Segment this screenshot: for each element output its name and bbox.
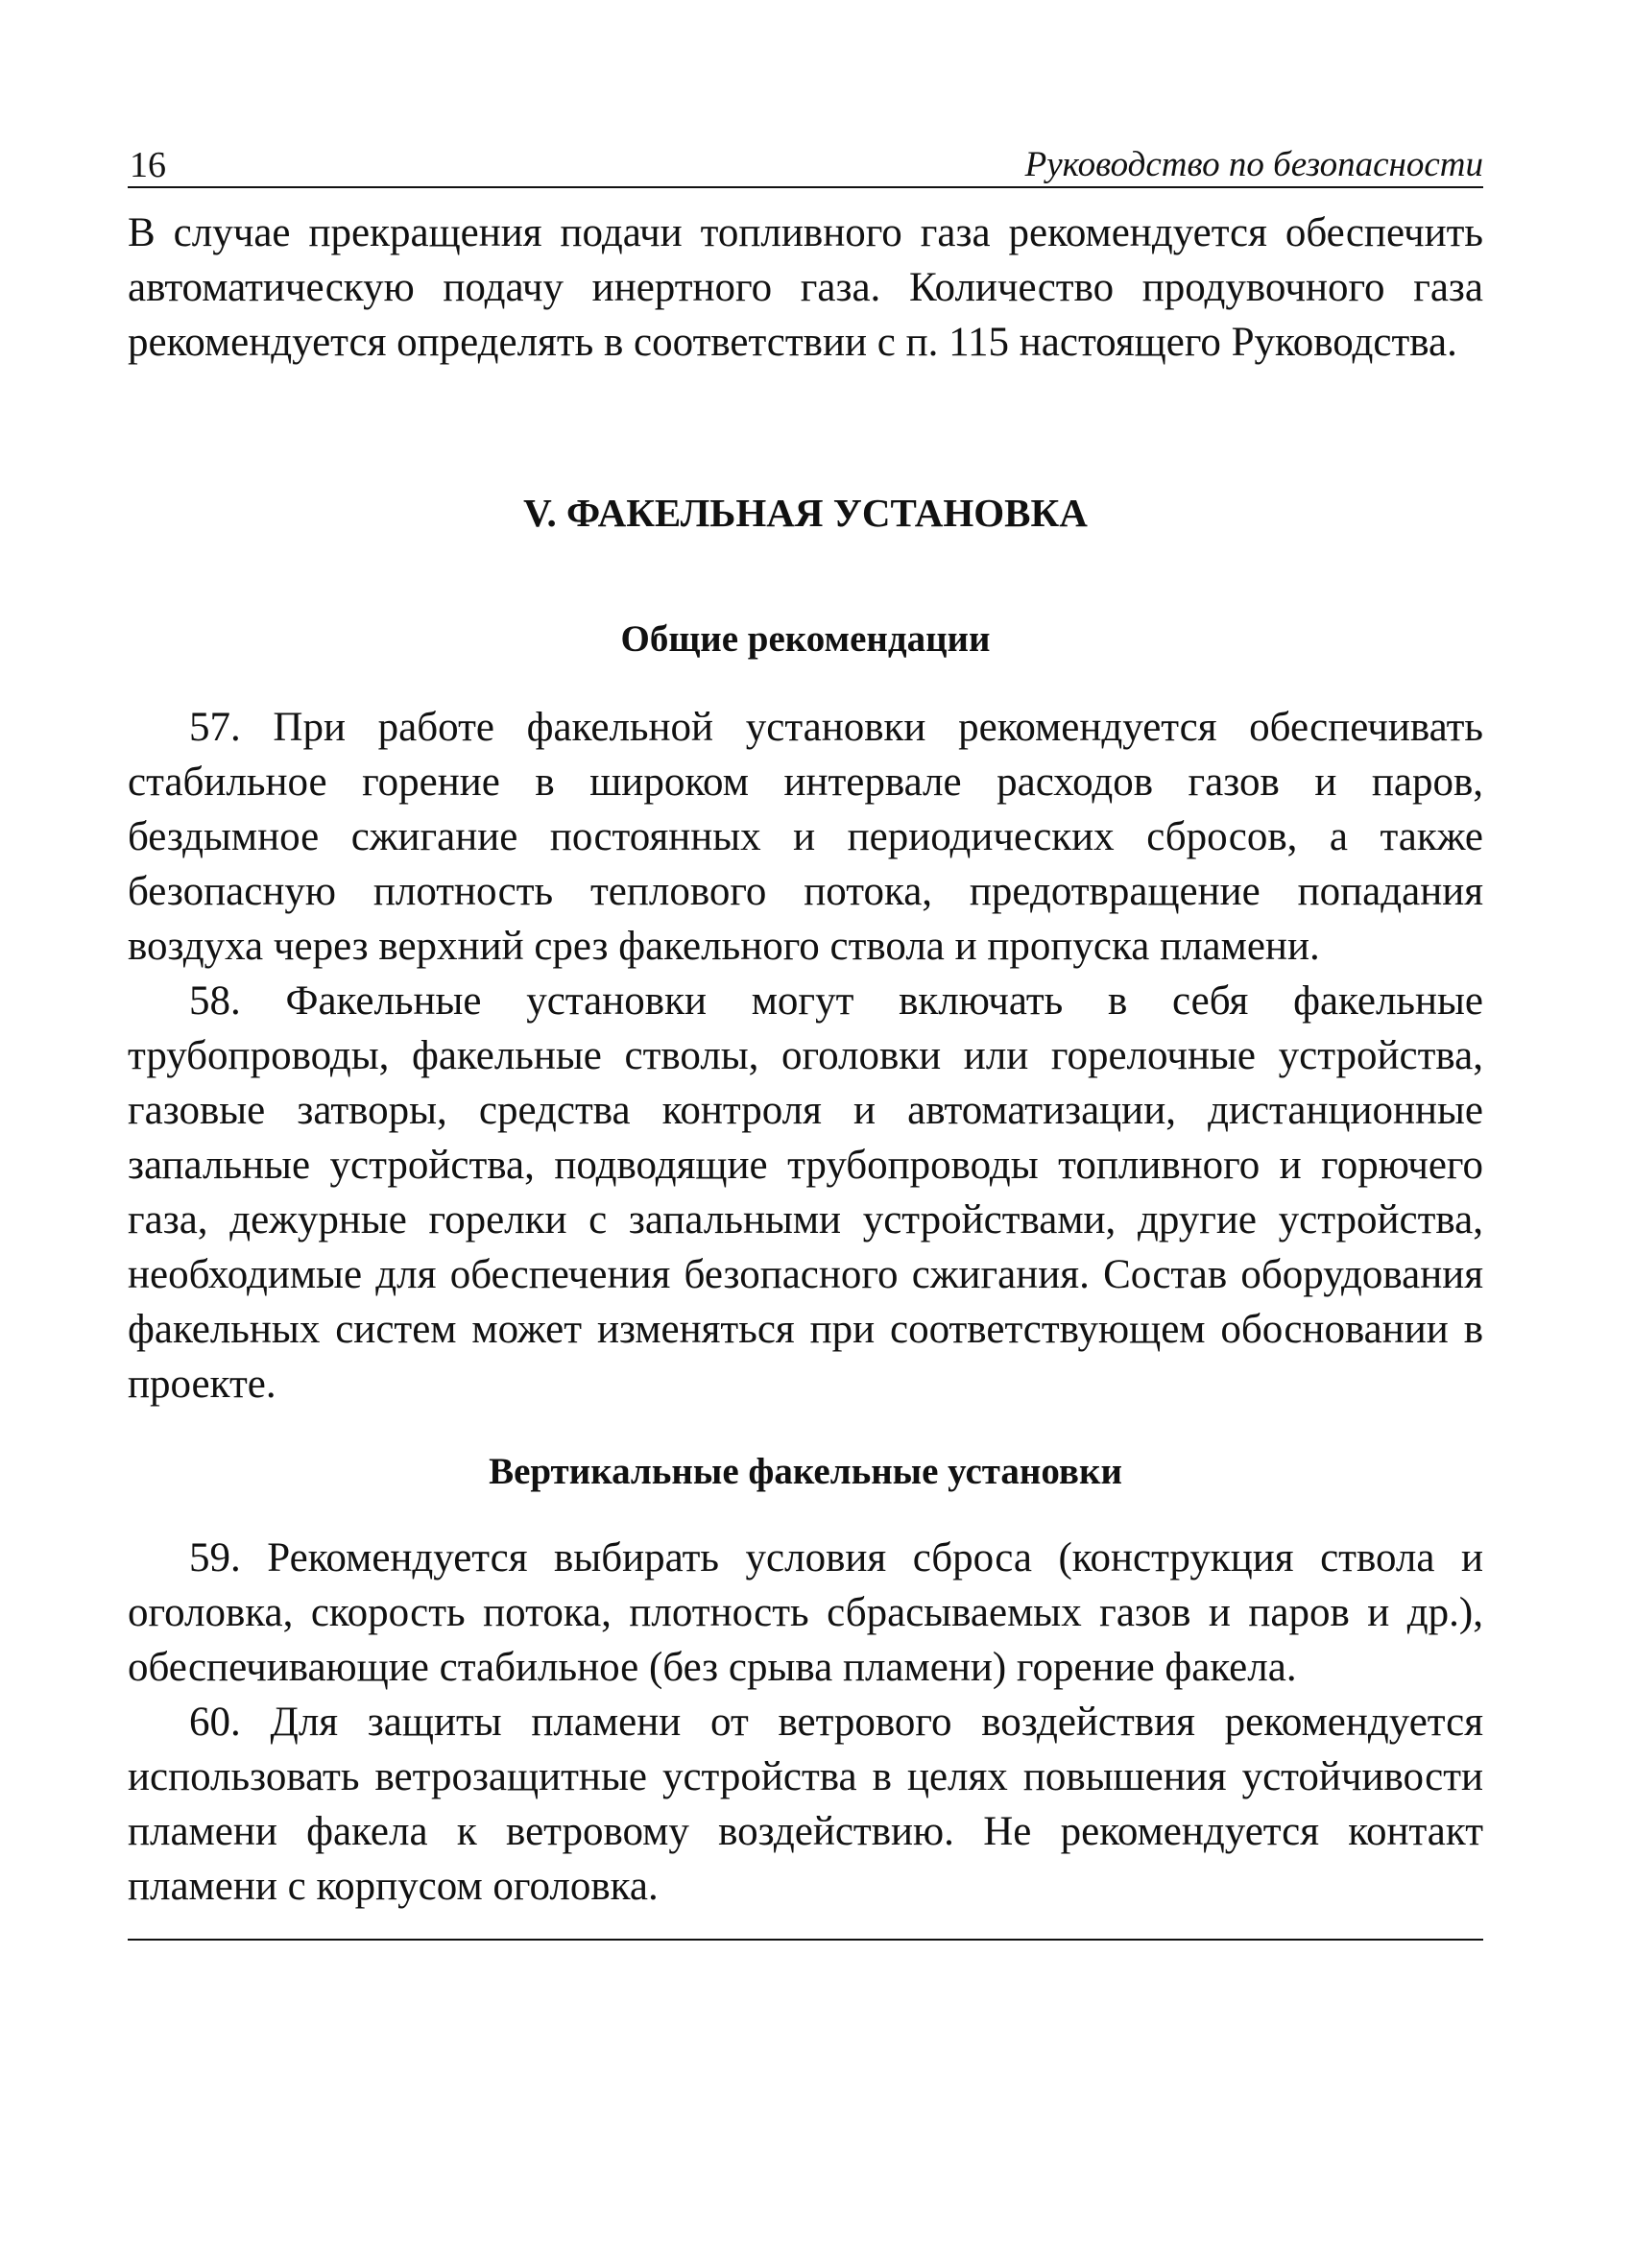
bottom-rule bbox=[128, 1939, 1483, 1941]
subsection-heading-general: Общие рекомендации bbox=[620, 618, 991, 660]
page-number: 16 bbox=[130, 145, 166, 185]
running-title: Руководство по безопасности bbox=[1024, 145, 1483, 184]
section-title: V. ФАКЕЛЬНАЯ УСТАНОВКА bbox=[523, 491, 1088, 535]
lead-paragraph: В случае прекращения подачи топливного газа рекомендуется обеспечить автоматическую подачу инертного газа. Количество продувочного газа рекомендуется определять в соответствии с п. 115 настоящего Руководства. bbox=[128, 210, 1483, 365]
paragraph-60: 60. Для защиты пламени от ветрового воздействия рекомендуется использовать ветрозащитные устройства в целях повышения устойчивости пламени факела к ветровому воздействию. Не рекомендуется контакт пламени с корпусом оголовка. bbox=[128, 1700, 1483, 1909]
document-page bbox=[128, 133, 1483, 1941]
paragraph-58: 58. Факельные установки могут включать в себя факельные трубопроводы, факельные стволы, оголовки или горелочные устройства, газовые затворы, средства контроля и автоматизации, дистанционные запальные устройства, подводящие трубопроводы топливного и горючего газа, дежурные горелки с запальными устройствами, другие устройства, необходимые для обеспечения безопасного сжигания. Состав оборудования факельных систем может изменяться при соответствующем обосновании в проекте. bbox=[128, 978, 1483, 1407]
paragraph-59: 59. Рекомендуется выбирать условия сброса (конструкция ствола и оголовка, скорость потока, плотность сбрасываемых газов и паров и др.), обеспечивающие стабильное (без срыва пламени) горение факела. bbox=[128, 1535, 1483, 1690]
paragraph-57: 57. При работе факельной установки рекомендуется обеспечивать стабильное горение в широком интервале расходов газов и паров, бездымное сжигание постоянных и периодических сбросов, а также безопасную плотность теплового потока, предотвращение попадания воздуха через верхний срез факельного ствола и пропуска пламени. bbox=[128, 705, 1483, 969]
running-header bbox=[128, 133, 1483, 188]
subsection-heading-vertical-flares: Вертикальные факельные установки bbox=[489, 1451, 1122, 1492]
